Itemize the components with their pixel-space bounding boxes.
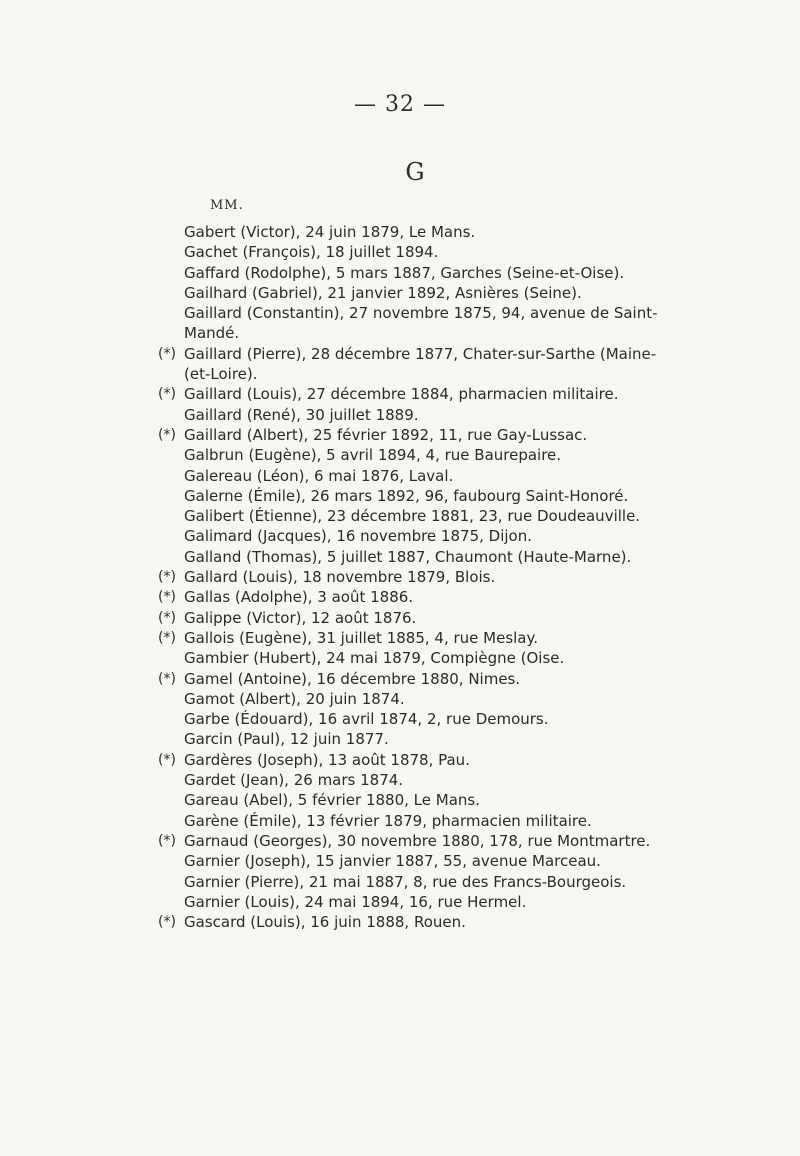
list-item <box>150 405 690 425</box>
page-number: — 32 — <box>354 92 446 117</box>
deceased-mark: (*) <box>158 386 176 403</box>
deceased-mark: (*) <box>158 914 176 931</box>
list-item <box>150 384 690 404</box>
list-item <box>150 790 690 810</box>
entry-text: Garnaud (Georges), 30 novembre 1880, 178, rue Montmartre. <box>184 831 651 850</box>
list-item <box>150 750 690 770</box>
list-item <box>150 608 690 628</box>
entry-text: Gardères (Joseph), 13 août 1878, Pau. <box>184 750 470 769</box>
entry-text: Gaillard (Constantin), 27 novembre 1875, 94, avenue de Saint- <box>184 304 658 323</box>
entry-text: Gaillard (Louis), 27 décembre 1884, pharmacien militaire. <box>184 385 619 404</box>
list-item <box>150 445 690 465</box>
list-item <box>150 912 690 932</box>
list-item <box>150 811 690 831</box>
entry-text: Gaillard (Pierre), 28 décembre 1877, Chater-sur-Sarthe (Maine- <box>184 344 657 363</box>
entry-text: Gachet (François), 18 juillet 1894. <box>184 243 439 262</box>
entry-text: Garbe (Édouard), 16 avril 1874, 2, rue Demours. <box>184 710 549 729</box>
entry-text: Galibert (Étienne), 23 décembre 1881, 23, rue Doudeauville. <box>184 507 641 526</box>
list-item <box>150 242 690 262</box>
list-item <box>150 344 690 385</box>
member-list <box>150 222 690 932</box>
entry-text: Gamel (Antoine), 16 décembre 1880, Nimes. <box>184 669 521 688</box>
entry-text: (et-Loire). <box>184 365 258 384</box>
list-item <box>150 851 690 871</box>
entry-text: Gallois (Eugène), 31 juillet 1885, 4, rue Meslay. <box>184 628 539 647</box>
deceased-mark: (*) <box>158 609 176 626</box>
entry-text: Gallard (Louis), 18 novembre 1879, Blois. <box>184 568 496 587</box>
list-item <box>150 303 690 344</box>
list-item <box>150 425 690 445</box>
entry-text: Galippe (Victor), 12 août 1876. <box>184 608 417 627</box>
list-item <box>150 547 690 567</box>
entry-text: Galbrun (Eugène), 5 avril 1894, 4, rue Baurepaire. <box>184 446 562 465</box>
list-item <box>150 831 690 851</box>
deceased-mark: (*) <box>158 670 176 687</box>
entry-text: Galland (Thomas), 5 juillet 1887, Chaumont (Haute-Marne). <box>184 547 632 566</box>
list-item <box>150 669 690 689</box>
list-item <box>150 648 690 668</box>
entry-text: Gaillard (Albert), 25 février 1892, 11, rue Gay-Lussac. <box>184 425 588 444</box>
list-item <box>150 283 690 303</box>
entry-text: Garène (Émile), 13 février 1879, pharmacien militaire. <box>184 811 592 830</box>
entry-text: Gamot (Albert), 20 juin 1874. <box>184 689 405 708</box>
list-item <box>150 263 690 283</box>
list-item <box>150 526 690 546</box>
list-item <box>150 709 690 729</box>
deceased-mark: (*) <box>158 345 176 362</box>
entry-text: Galereau (Léon), 6 mai 1876, Laval. <box>184 466 454 485</box>
entry-text: Gareau (Abel), 5 février 1880, Le Mans. <box>184 791 480 810</box>
entry-text: Gallas (Adolphe), 3 août 1886. <box>184 588 414 607</box>
list-item <box>150 567 690 587</box>
entry-text: Galimard (Jacques), 16 novembre 1875, Dijon. <box>184 527 532 546</box>
entry-text: Gardet (Jean), 26 mars 1874. <box>184 771 404 790</box>
list-item <box>150 892 690 912</box>
salutation: MM. <box>210 198 244 213</box>
entry-text: Mandé. <box>184 324 240 343</box>
entry-text: Gascard (Louis), 16 juin 1888, Rouen. <box>184 913 466 932</box>
list-item <box>150 222 690 242</box>
deceased-mark: (*) <box>158 832 176 849</box>
entry-text: Garnier (Pierre), 21 mai 1887, 8, rue des Francs-Bourgeois. <box>184 872 627 891</box>
deceased-mark: (*) <box>158 629 176 646</box>
deceased-mark: (*) <box>158 569 176 586</box>
list-item <box>150 689 690 709</box>
list-item <box>150 628 690 648</box>
list-item <box>150 729 690 749</box>
list-item <box>150 587 690 607</box>
entry-text: Garcin (Paul), 12 juin 1877. <box>184 730 389 749</box>
list-item <box>150 466 690 486</box>
section-letter: G <box>405 158 425 186</box>
deceased-mark: (*) <box>158 751 176 768</box>
entry-text: Gaillard (René), 30 juillet 1889. <box>184 405 419 424</box>
entry-text: Galerne (Émile), 26 mars 1892, 96, faubourg Saint-Honoré. <box>184 486 629 505</box>
deceased-mark: (*) <box>158 426 176 443</box>
list-item <box>150 770 690 790</box>
entry-text: Garnier (Louis), 24 mai 1894, 16, rue Hermel. <box>184 892 527 911</box>
deceased-mark: (*) <box>158 589 176 606</box>
entry-text: Gailhard (Gabriel), 21 janvier 1892, Asnières (Seine). <box>184 283 582 302</box>
list-item <box>150 872 690 892</box>
entry-text: Garnier (Joseph), 15 janvier 1887, 55, avenue Marceau. <box>184 852 601 871</box>
list-item <box>150 506 690 526</box>
entry-text: Gaffard (Rodolphe), 5 mars 1887, Garches (Seine-et-Oise). <box>184 263 625 282</box>
list-item <box>150 486 690 506</box>
entry-text: Gabert (Victor), 24 juin 1879, Le Mans. <box>184 223 476 241</box>
entry-text: Gambier (Hubert), 24 mai 1879, Compiègne (Oise. <box>184 649 565 668</box>
